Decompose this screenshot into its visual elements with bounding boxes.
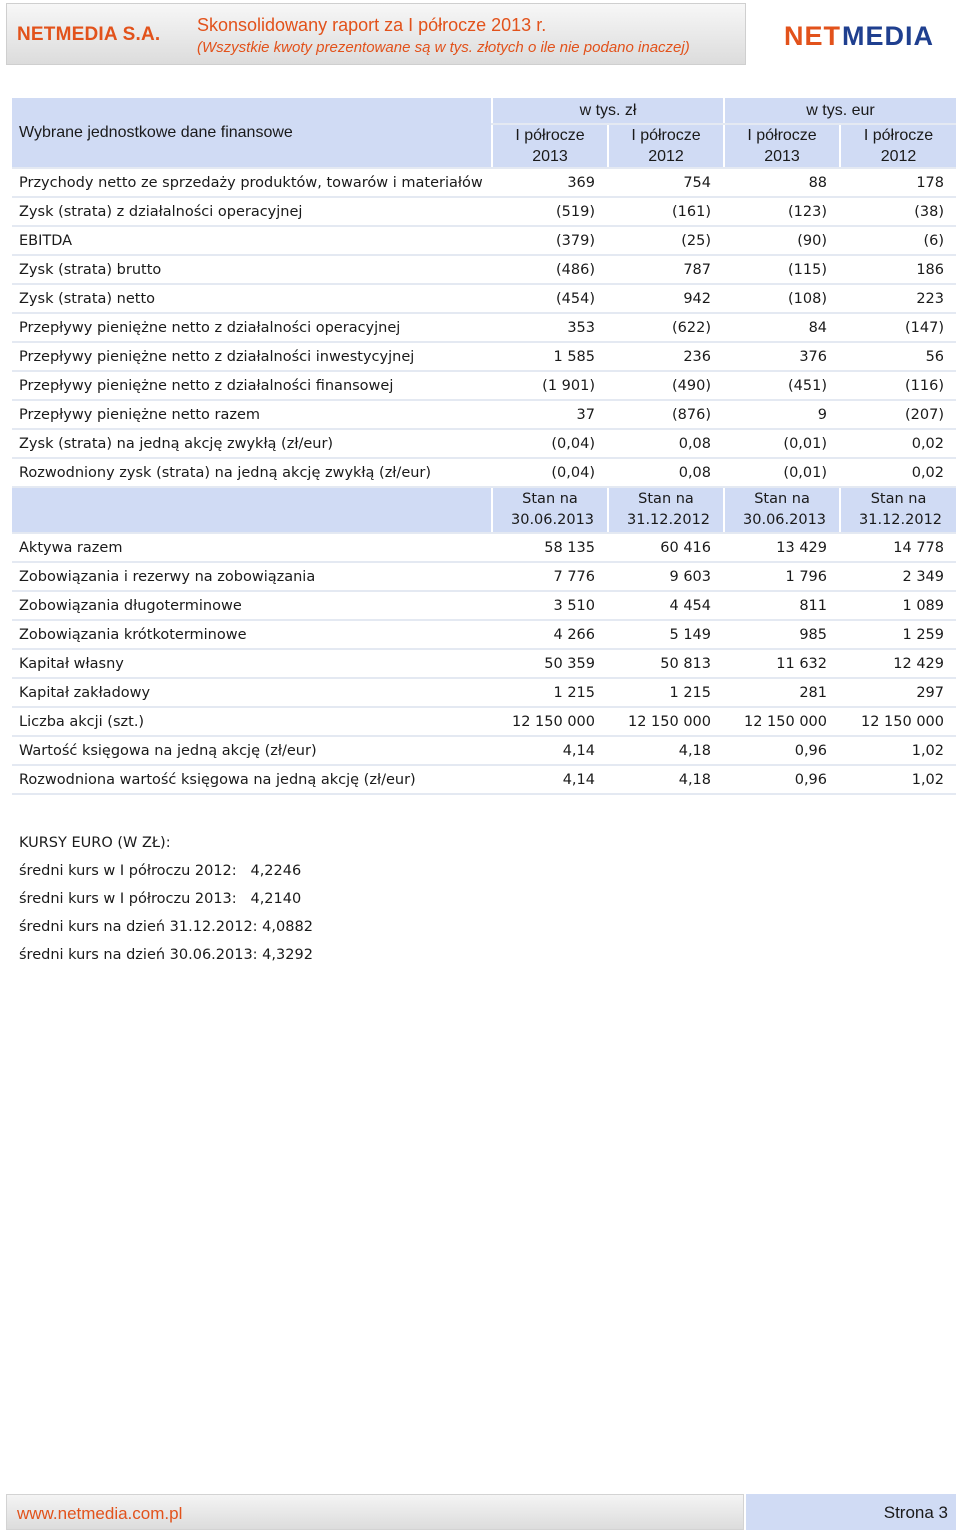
value-cell: 12 150 000 [608,707,724,736]
value-cell: 1 796 [724,562,840,591]
table-title [12,98,492,168]
value-cell: (0,01) [724,429,840,458]
value-cell: (876) [608,400,724,429]
table-row [12,371,956,400]
row-label: Przepływy pieniężne netto z działalności inwestycyjnej [12,342,492,371]
row-label: Rozwodniony zysk (strata) na jedną akcję zwykłą (zł/eur) [12,458,492,487]
value-cell: (454) [492,284,608,313]
value-cell: 4 454 [608,591,724,620]
value-cell: 60 416 [608,533,724,562]
row-label: Aktywa razem [12,533,492,562]
value-cell: 9 [724,400,840,429]
value-cell: (379) [492,226,608,255]
value-cell: 1 215 [492,678,608,707]
value-cell: (1 901) [492,371,608,400]
value-cell: (0,01) [724,458,840,487]
balance-header-row [12,487,956,533]
period-header: I półrocze 2012 [608,124,724,168]
value-cell: 13 429 [724,533,840,562]
value-cell: (25) [608,226,724,255]
value-cell: 0,96 [724,765,840,794]
value-cell: 56 [840,342,956,371]
report-header [6,3,746,65]
value-cell: 50 813 [608,649,724,678]
value-cell: (6) [840,226,956,255]
svg-text:NET: NET [784,21,841,51]
footer-page-box [746,1494,956,1530]
value-cell: 223 [840,284,956,313]
table-row [12,562,956,591]
period-header: I półrocze 2013 [724,124,840,168]
table-row [12,168,956,197]
table-row [12,458,956,487]
value-cell: 353 [492,313,608,342]
value-cell: 7 776 [492,562,608,591]
value-cell: 5 149 [608,620,724,649]
row-label: Przychody netto ze sprzedaży produktów, towarów i materiałów [12,168,492,197]
value-cell: (115) [724,255,840,284]
table-row [12,255,956,284]
unit-pln-header: w tys. zł [492,98,724,124]
value-cell: (123) [724,197,840,226]
value-cell: 2 349 [840,562,956,591]
row-label: Zysk (strata) netto [12,284,492,313]
balance-date-header: Stan na 31.12.2012 [840,487,956,533]
table-row [12,400,956,429]
value-cell: 12 150 000 [724,707,840,736]
financial-table [12,98,956,795]
value-cell: 942 [608,284,724,313]
rate-item: średni kurs w I półroczu 2013: 4,2140 [19,891,302,907]
svg-text:MEDIA: MEDIA [842,21,934,51]
value-cell: 12 150 000 [492,707,608,736]
balance-date-header: Stan na 30.06.2013 [492,487,608,533]
value-cell: 50 359 [492,649,608,678]
value-cell: 58 135 [492,533,608,562]
value-cell: (90) [724,226,840,255]
row-label: Zysk (strata) brutto [12,255,492,284]
row-label: Przepływy pieniężne netto z działalności operacyjnej [12,313,492,342]
value-cell: (519) [492,197,608,226]
table-row [12,342,956,371]
value-cell: 236 [608,342,724,371]
value-cell: 4 266 [492,620,608,649]
value-cell: 297 [840,678,956,707]
row-label: Zobowiązania długoterminowe [12,591,492,620]
table-title-text: Wybrane jednostkowe dane finansowe [19,123,293,141]
value-cell: 0,96 [724,736,840,765]
row-label: Liczba akcji (szt.) [12,707,492,736]
value-cell: 376 [724,342,840,371]
period-header: I półrocze 2012 [840,124,956,168]
table-row [12,591,956,620]
value-cell: 4,18 [608,736,724,765]
value-cell: 178 [840,168,956,197]
footer-url-link[interactable]: www.netmedia.com.pl [17,1504,183,1523]
value-cell: 787 [608,255,724,284]
table-row [12,707,956,736]
value-cell: (0,04) [492,458,608,487]
row-label: Przepływy pieniężne netto razem [12,400,492,429]
value-cell: (147) [840,313,956,342]
footer-bar [6,1494,744,1530]
value-cell: 985 [724,620,840,649]
value-cell: (38) [840,197,956,226]
page-number: Strona 3 [883,1503,948,1522]
value-cell: (207) [840,400,956,429]
value-cell: 4,18 [608,765,724,794]
value-cell: 0,08 [608,429,724,458]
value-cell: (622) [608,313,724,342]
value-cell: 1 259 [840,620,956,649]
value-cell: (451) [724,371,840,400]
value-cell: 12 429 [840,649,956,678]
table-row [12,678,956,707]
value-cell: 811 [724,591,840,620]
row-label: EBITDA [12,226,492,255]
value-cell: 1 215 [608,678,724,707]
row-label: Kapitał własny [12,649,492,678]
value-cell: 88 [724,168,840,197]
row-label: Rozwodniona wartość księgowa na jedną akcję (zł/eur) [12,765,492,794]
company-name: NETMEDIA S.A. [17,24,161,45]
row-label: Kapitał zakładowy [12,678,492,707]
value-cell: 281 [724,678,840,707]
balance-date-header: Stan na 31.12.2012 [608,487,724,533]
table-row [12,197,956,226]
value-cell: 0,02 [840,429,956,458]
value-cell: 37 [492,400,608,429]
unit-eur-header: w tys. eur [724,98,956,124]
balance-header-blank [12,487,492,533]
value-cell: 0,08 [608,458,724,487]
value-cell: 1 585 [492,342,608,371]
row-label: Zysk (strata) na jedną akcję zwykłą (zł/eur) [12,429,492,458]
report-subtitle: (Wszystkie kwoty prezentowane są w tys. złotych o ile nie podano inaczej) [197,39,690,56]
row-label: Zobowiązania i rezerwy na zobowiązania [12,562,492,591]
row-label: Zobowiązania krótkoterminowe [12,620,492,649]
value-cell: 369 [492,168,608,197]
value-cell: (0,04) [492,429,608,458]
value-cell: 1,02 [840,736,956,765]
value-cell: 12 150 000 [840,707,956,736]
table-row [12,429,956,458]
value-cell: (486) [492,255,608,284]
value-cell: 186 [840,255,956,284]
value-cell: 4,14 [492,765,608,794]
euro-rates [19,832,313,972]
value-cell: 84 [724,313,840,342]
value-cell: 1,02 [840,765,956,794]
value-cell: (490) [608,371,724,400]
rate-item: średni kurs na dzień 30.06.2013: 4,3292 [19,947,313,963]
row-label: Wartość księgowa na jedną akcję (zł/eur) [12,736,492,765]
value-cell: 754 [608,168,724,197]
value-cell: 14 778 [840,533,956,562]
table-row [12,533,956,562]
report-title: Skonsolidowany raport za I półrocze 2013 r. [197,15,547,35]
table-row [12,313,956,342]
rates-title: KURSY EURO (W ZŁ): [19,835,171,851]
balance-date-header: Stan na 30.06.2013 [724,487,840,533]
table-row [12,226,956,255]
value-cell: 3 510 [492,591,608,620]
rate-item: średni kurs w I półroczu 2012: 4,2246 [19,863,302,879]
value-cell: 4,14 [492,736,608,765]
table-row [12,736,956,765]
period-header: I półrocze 2013 [492,124,608,168]
value-cell: 11 632 [724,649,840,678]
value-cell: (161) [608,197,724,226]
value-cell: 9 603 [608,562,724,591]
row-label: Zysk (strata) z działalności operacyjnej [12,197,492,226]
row-label: Przepływy pieniężne netto z działalności finansowej [12,371,492,400]
rate-item: średni kurs na dzień 31.12.2012: 4,0882 [19,919,313,935]
netmedia-logo [784,18,952,52]
table-row [12,620,956,649]
table-row [12,649,956,678]
value-cell: 0,02 [840,458,956,487]
value-cell: 1 089 [840,591,956,620]
table-row [12,765,956,794]
value-cell: (108) [724,284,840,313]
table-row [12,284,956,313]
value-cell: (116) [840,371,956,400]
